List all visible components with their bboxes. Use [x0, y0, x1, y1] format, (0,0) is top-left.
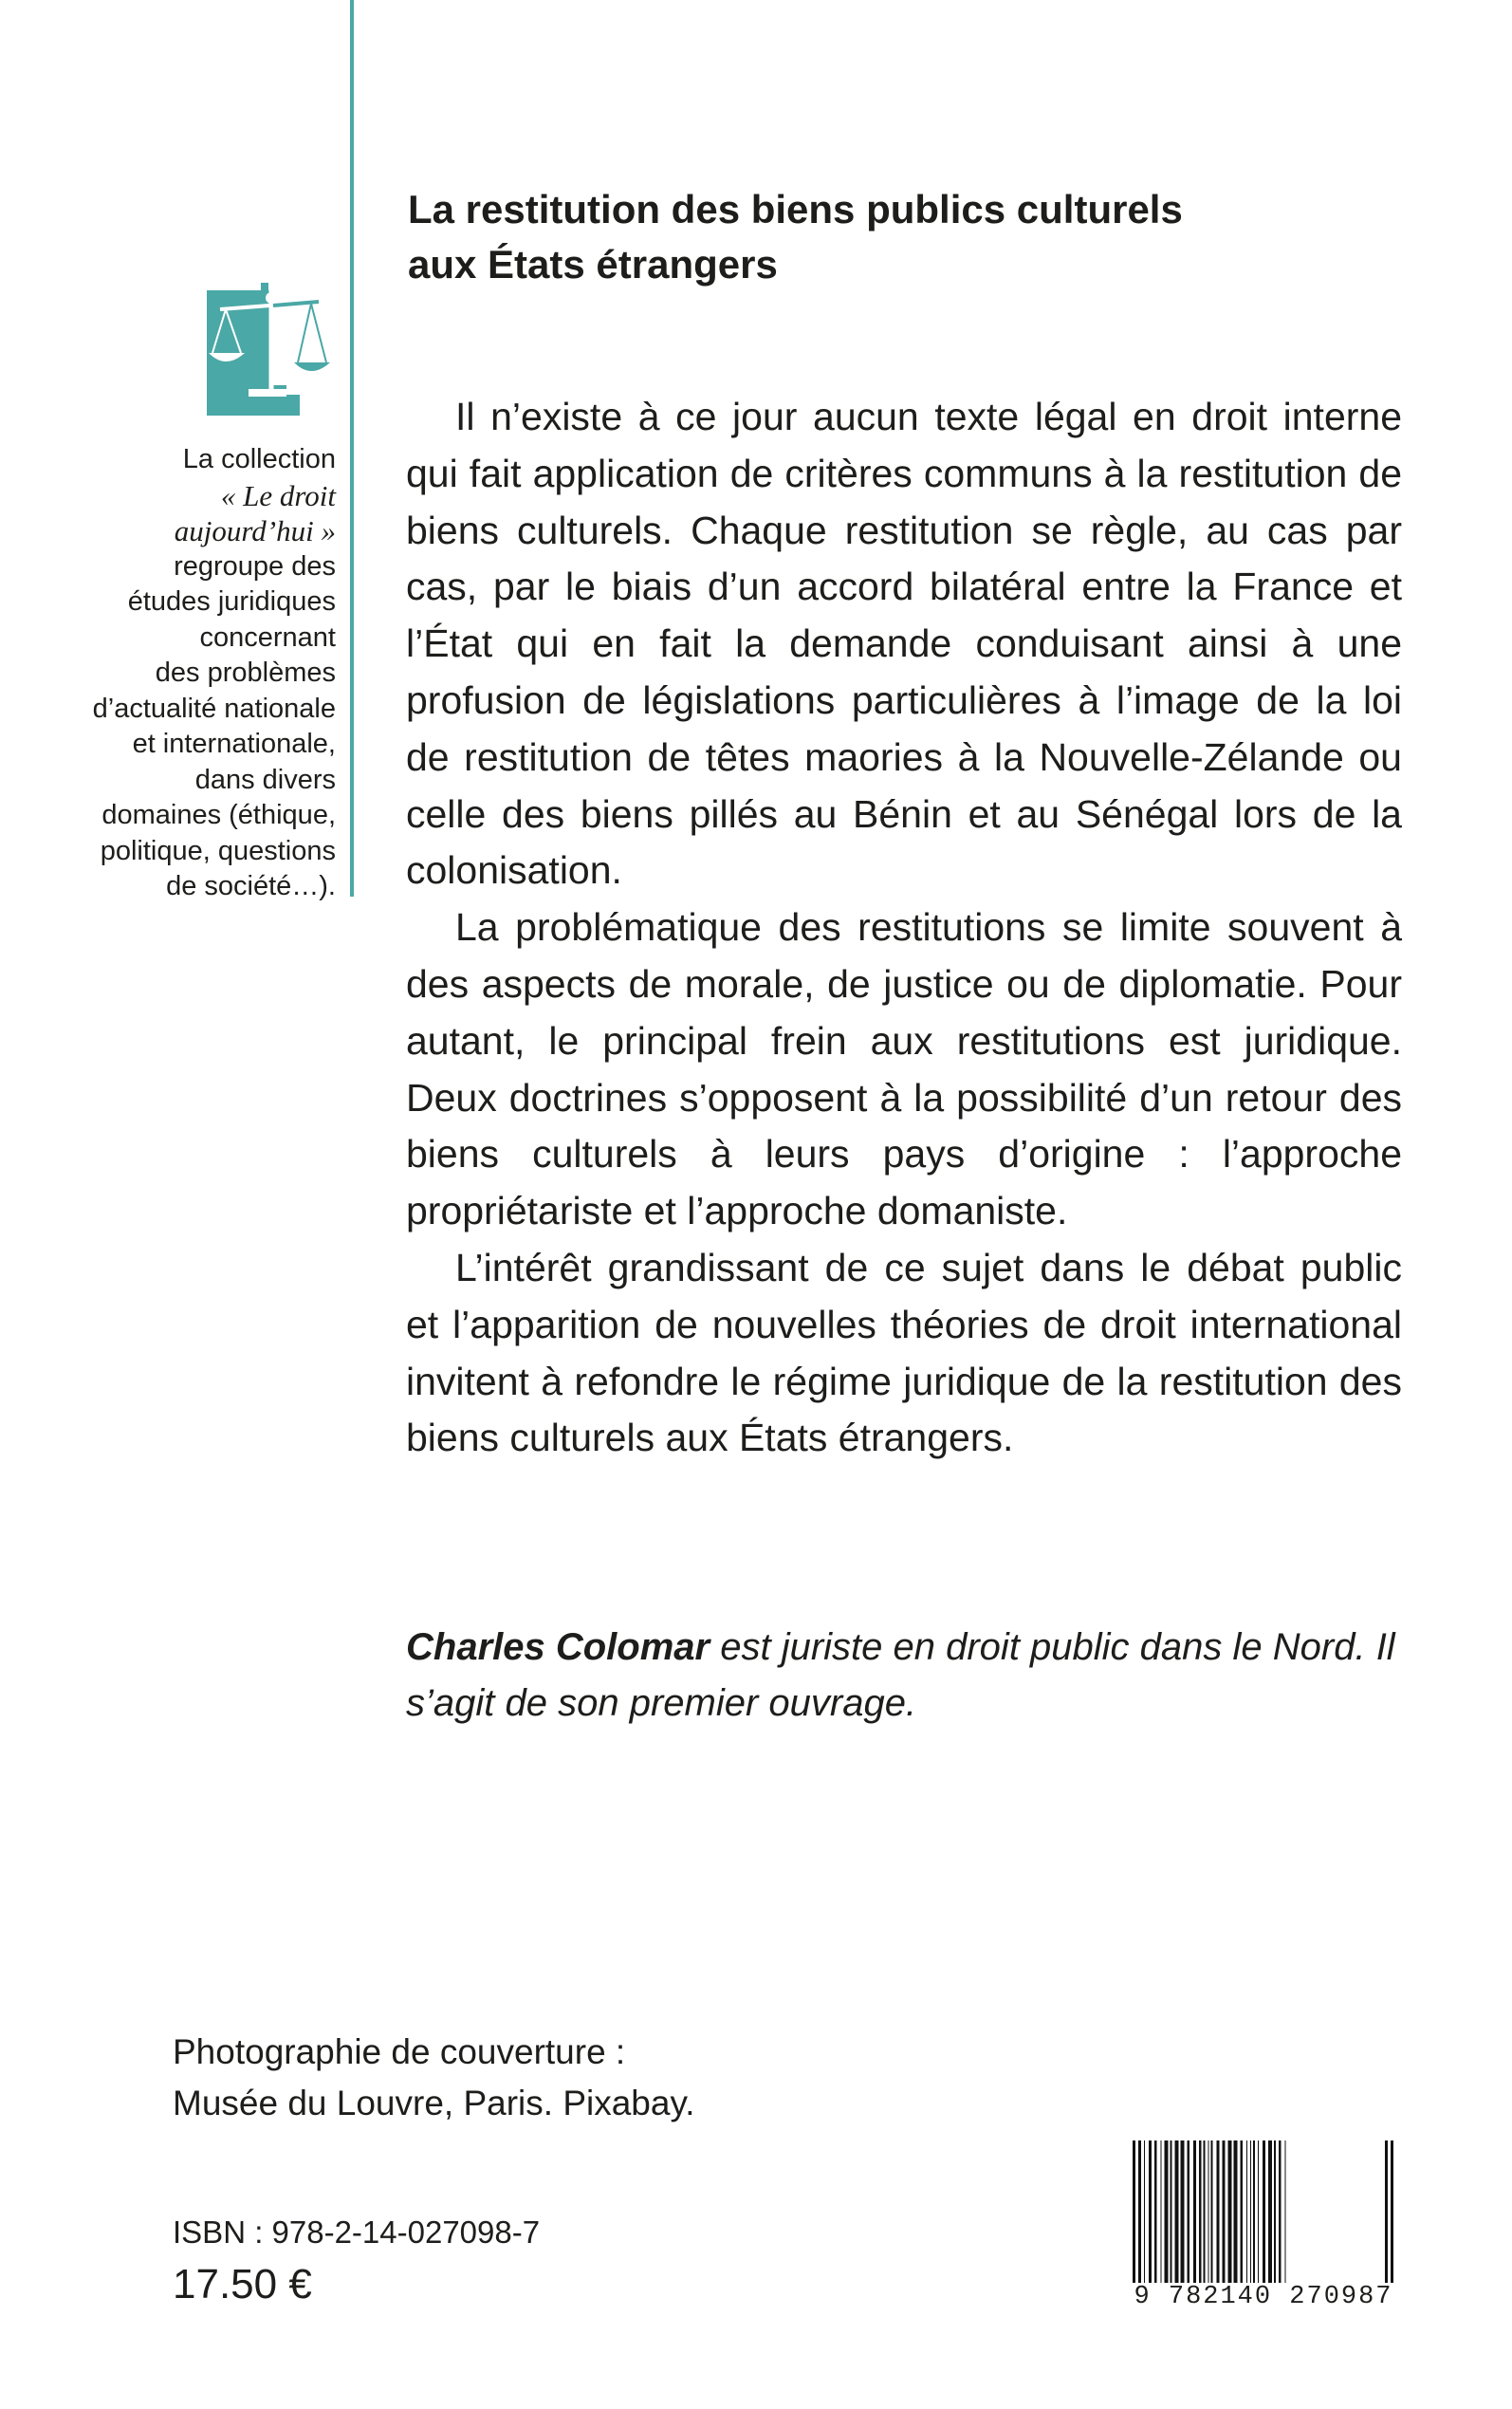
barcode-bar: [1285, 2140, 1286, 2283]
barcode-bar: [1228, 2140, 1232, 2283]
barcode-bar: [1161, 2140, 1162, 2283]
sidebar-line: dans divers: [194, 764, 336, 795]
photo-credit-line-1: Photographie de couverture :: [173, 2032, 626, 2071]
barcode-bar: [1154, 2140, 1157, 2283]
barcode-bar: [1241, 2140, 1244, 2283]
author-name: Charles Colomar: [406, 1626, 710, 1668]
sidebar-line: politique, questions: [100, 835, 336, 866]
barcode-bar: [1199, 2140, 1202, 2283]
sidebar-line: et internationale,: [132, 729, 336, 759]
barcode-bar: [1274, 2140, 1276, 2283]
barcode-bar: [1171, 2140, 1172, 2283]
barcode-bar: [1391, 2140, 1393, 2304]
accent-vertical-line: [350, 0, 354, 897]
sidebar-line: concernant: [199, 621, 336, 653]
barcode-bar: [1223, 2140, 1226, 2304]
barcode-bar: [1268, 2140, 1272, 2283]
title-line-2: aux États étrangers: [408, 242, 778, 287]
barcode-bar: [1250, 2140, 1251, 2283]
barcode-bar: [1165, 2140, 1169, 2283]
author-bio: [406, 1620, 1411, 1732]
barcode-bar: [1246, 2140, 1247, 2283]
sidebar-line: des problèmes: [155, 658, 336, 688]
barcode-bar: [1211, 2140, 1213, 2283]
sidebar-line: domaines (éthique,: [101, 800, 336, 830]
sidebar-line-collection-name: « Le droit: [220, 478, 336, 512]
price-text: 17.50 €: [173, 2261, 312, 2307]
barcode-bar: [1208, 2140, 1209, 2283]
barcode-bar: [1193, 2140, 1196, 2283]
sidebar-line: études juridiques: [127, 586, 336, 617]
sidebar-line-collection-name: aujourd’hui »: [174, 514, 336, 547]
barcode-digits: 9 782140 270987: [1125, 2283, 1402, 2311]
summary-paragraph-2: La problématique des restitutions se limite souvent à des aspects de morale, de justice ou de diplomatie. Pour autant, le principal frein aux restitutions est juridique. Deux doctrines s’opposent à la possibilité d’un retour des biens culturels à leurs pays d’origine : l’approche propriétariste et l’approche domaniste.: [406, 905, 1402, 1233]
book-title: [408, 182, 1356, 292]
barcode-bar: [1175, 2140, 1179, 2283]
sidebar-line: La collection: [182, 444, 336, 474]
barcode-bar: [1258, 2140, 1259, 2283]
barcode-bar: [1149, 2140, 1152, 2283]
barcode-bar: [1204, 2140, 1206, 2283]
barcode-bar: [1181, 2140, 1185, 2283]
photo-credit: [173, 2027, 837, 2129]
scales-of-justice-icon: [207, 283, 335, 417]
sidebar-line: de société…).: [166, 871, 336, 901]
barcode-bar: [1385, 2140, 1388, 2304]
barcode-bar: [1279, 2140, 1282, 2283]
title-line-1: La restitution des biens publics culturels: [408, 187, 1183, 232]
summary-text: [406, 389, 1402, 1467]
barcode-bar: [1138, 2140, 1141, 2304]
summary-paragraph-1: Il n’existe à ce jour aucun texte légal en droit interne qui fait application de critères communs à la restitution de biens culturels. Chaque restitution se règle, au cas par cas, par le biais d’un accord bilatéral entre la France et l’État qui en fait la demande conduisant ainsi à une profusion de législations particulières à l’image de la loi de restitution de têtes maories à la Nouvelle-Zélande ou celle des biens pillés au Bénin et au Sénégal lors de la colonisation.: [406, 395, 1402, 893]
barcode-bar: [1133, 2140, 1135, 2304]
barcode-bar: [1253, 2140, 1255, 2283]
isbn-text: ISBN : 978-2-14-027098-7: [173, 2214, 541, 2250]
barcode-bar: [1263, 2140, 1265, 2283]
barcode-bar: [1217, 2140, 1220, 2304]
summary-paragraph-3: L’intérêt grandissant de ce sujet dans le débat public et l’apparition de nouvelles théories de droit international invitent à refondre le régime juridique de la restitution des biens culturels aux États étrangers.: [406, 1245, 1402, 1460]
sidebar-line: regroupe des: [174, 550, 336, 582]
barcode-bar: [1144, 2140, 1145, 2283]
sidebar-line: d’actualité nationale: [92, 693, 336, 724]
collection-description: [57, 442, 336, 905]
photo-credit-line-2: Musée du Louvre, Paris. Pixabay.: [173, 2084, 695, 2122]
author-description: est juriste en droit public dans le Nord. Il s’agit de son premier ouvrage.: [406, 1626, 1395, 1724]
barcode-bar: [1234, 2140, 1238, 2283]
barcode-bar: [1188, 2140, 1190, 2283]
